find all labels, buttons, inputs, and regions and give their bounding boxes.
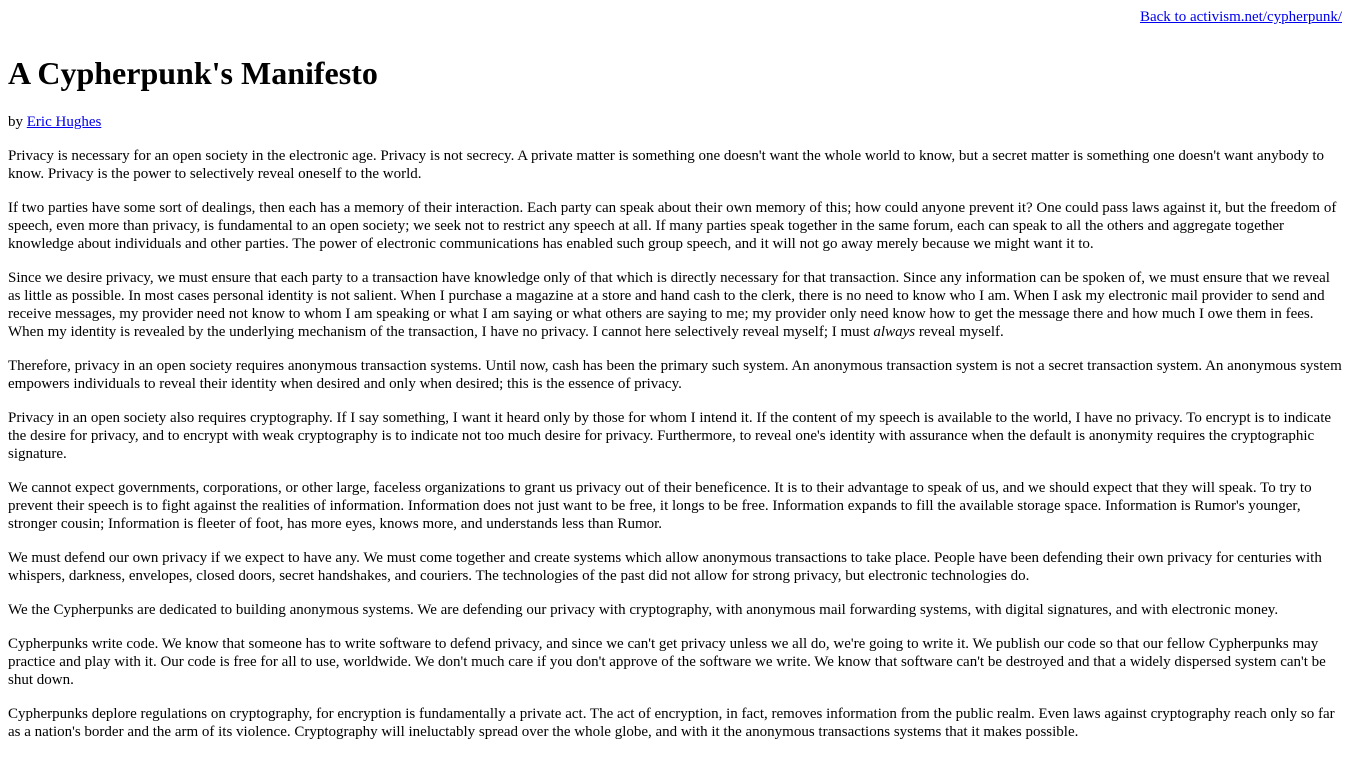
paragraph-5: Privacy in an open society also requires cryptography. If I say something, I want it heard only by those for whom I intend it. If the content of my speech is available to the world, I have no privacy. To encrypt is to indicate the desire for privacy, and to encrypt with weak cryptography is to indicate not too much desire for privacy. Furthermore, to reveal one's identity with assurance when the default is anonymity requires the cryptographic signature.: [8, 410, 1332, 462]
paragraph-6: We cannot expect governments, corporations, or other large, faceless organizations to grant us privacy out of their beneficence. It is to their advantage to speak of us, and we should expect that they will speak. To try to prevent their speech is to fight against the realities of information. Information does not just want to be free, it longs to be free. Information expands to fill the available storage space. Information is Rumor's younger, stronger cousin; Information is fleeter of foot, has more eyes, knows more, and understands less than Rumor.: [8, 480, 1312, 532]
paragraph-2: If two parties have some sort of dealings, then each has a memory of their interaction. Each party can speak about their own memory of this; how could anyone prevent it? One could pass laws against it, but the freedom of speech, even more than privacy, is fundamental to an open society; we seek not to restrict any speech at all. If many parties speak together in the same forum, each can speak to all the others and aggregate together knowledge about individuals and other parties. The power of electronic communications has enabled such group speech, and it will not go away merely because we might want it to.: [8, 200, 1337, 252]
paragraph-3-emphasis: always: [873, 324, 916, 340]
paragraph-10: Cypherpunks deplore regulations on cryptography, for encryption is fundamentally a private act. The act of encryption, in fact, removes information from the public realm. Even laws against cryptography reach only so far as a nation's border and the arm of its violence. Cryptography will ineluctably spread over the whole globe, and with it the anonymous transactions systems that it makes possible.: [8, 706, 1335, 740]
paragraph-4: Therefore, privacy in an open society requires anonymous transaction systems. Until now, cash has been the primary such system. An anonymous transaction system is not a secret transaction system. An anonymous system empowers individuals to reveal their identity when desired and only when desired; this is the essence of privacy.: [8, 358, 1342, 392]
byline-prefix: by: [8, 114, 27, 130]
back-link[interactable]: Back to activism.net/cypherpunk/: [1139, 9, 1342, 25]
top-nav: [8, 0, 1342, 26]
paragraph-8: We the Cypherpunks are dedicated to building anonymous systems. We are defending our privacy with cryptography, with anonymous mail forwarding systems, with digital signatures, and with electronic money.: [8, 602, 1279, 618]
byline: [8, 113, 1342, 131]
paragraph-3: [8, 269, 1342, 341]
paragraph-3-text: Since we desire privacy, we must ensure that each party to a transaction have knowledge only of that which is directly necessary for that transaction. Since any information can be spoken of, we must ensure that we reveal as little as possible. In most cases personal identity is not salient. When I purchase a magazine at a store and hand cash to the clerk, there is no need to know who I am. When I ask my electronic mail provider to send and receive messages, my provider need not know to whom I am speaking or what I am saying or what others are saying to me; my provider only need know how to get the message there and how much I owe them in fees. When my identity is revealed by the underlying mechanism of the transaction, I have no privacy. I cannot here selectively reveal myself; I must: [8, 270, 1330, 340]
paragraph-3-text-end: reveal myself.: [915, 324, 1004, 340]
page-title: A Cypherpunk's Manifesto: [8, 55, 378, 91]
paragraph-9: Cypherpunks write code. We know that someone has to write software to defend privacy, and since we can't get privacy unless we all do, we're going to write it. We publish our code so that our fellow Cypherpunks may practice and play with it. Our code is free for all to use, worldwide. We don't much care if you don't approve of the software we write. We know that software can't be destroyed and that a widely dispersed system can't be shut down.: [8, 636, 1326, 688]
paragraph-1: Privacy is necessary for an open society in the electronic age. Privacy is not secrecy. A private matter is something one doesn't want the whole world to know, but a secret matter is something one doesn't want anybody to know. Privacy is the power to selectively reveal oneself to the world.: [8, 148, 1325, 182]
paragraph-7: We must defend our own privacy if we expect to have any. We must come together and create systems which allow anonymous transactions to take place. People have been defending their own privacy for centuries with whispers, darkness, envelopes, closed doors, secret handshakes, and couriers. The technologies of the past did not allow for strong privacy, but electronic technologies do.: [8, 550, 1322, 584]
author-link[interactable]: Eric Hughes: [26, 114, 102, 130]
